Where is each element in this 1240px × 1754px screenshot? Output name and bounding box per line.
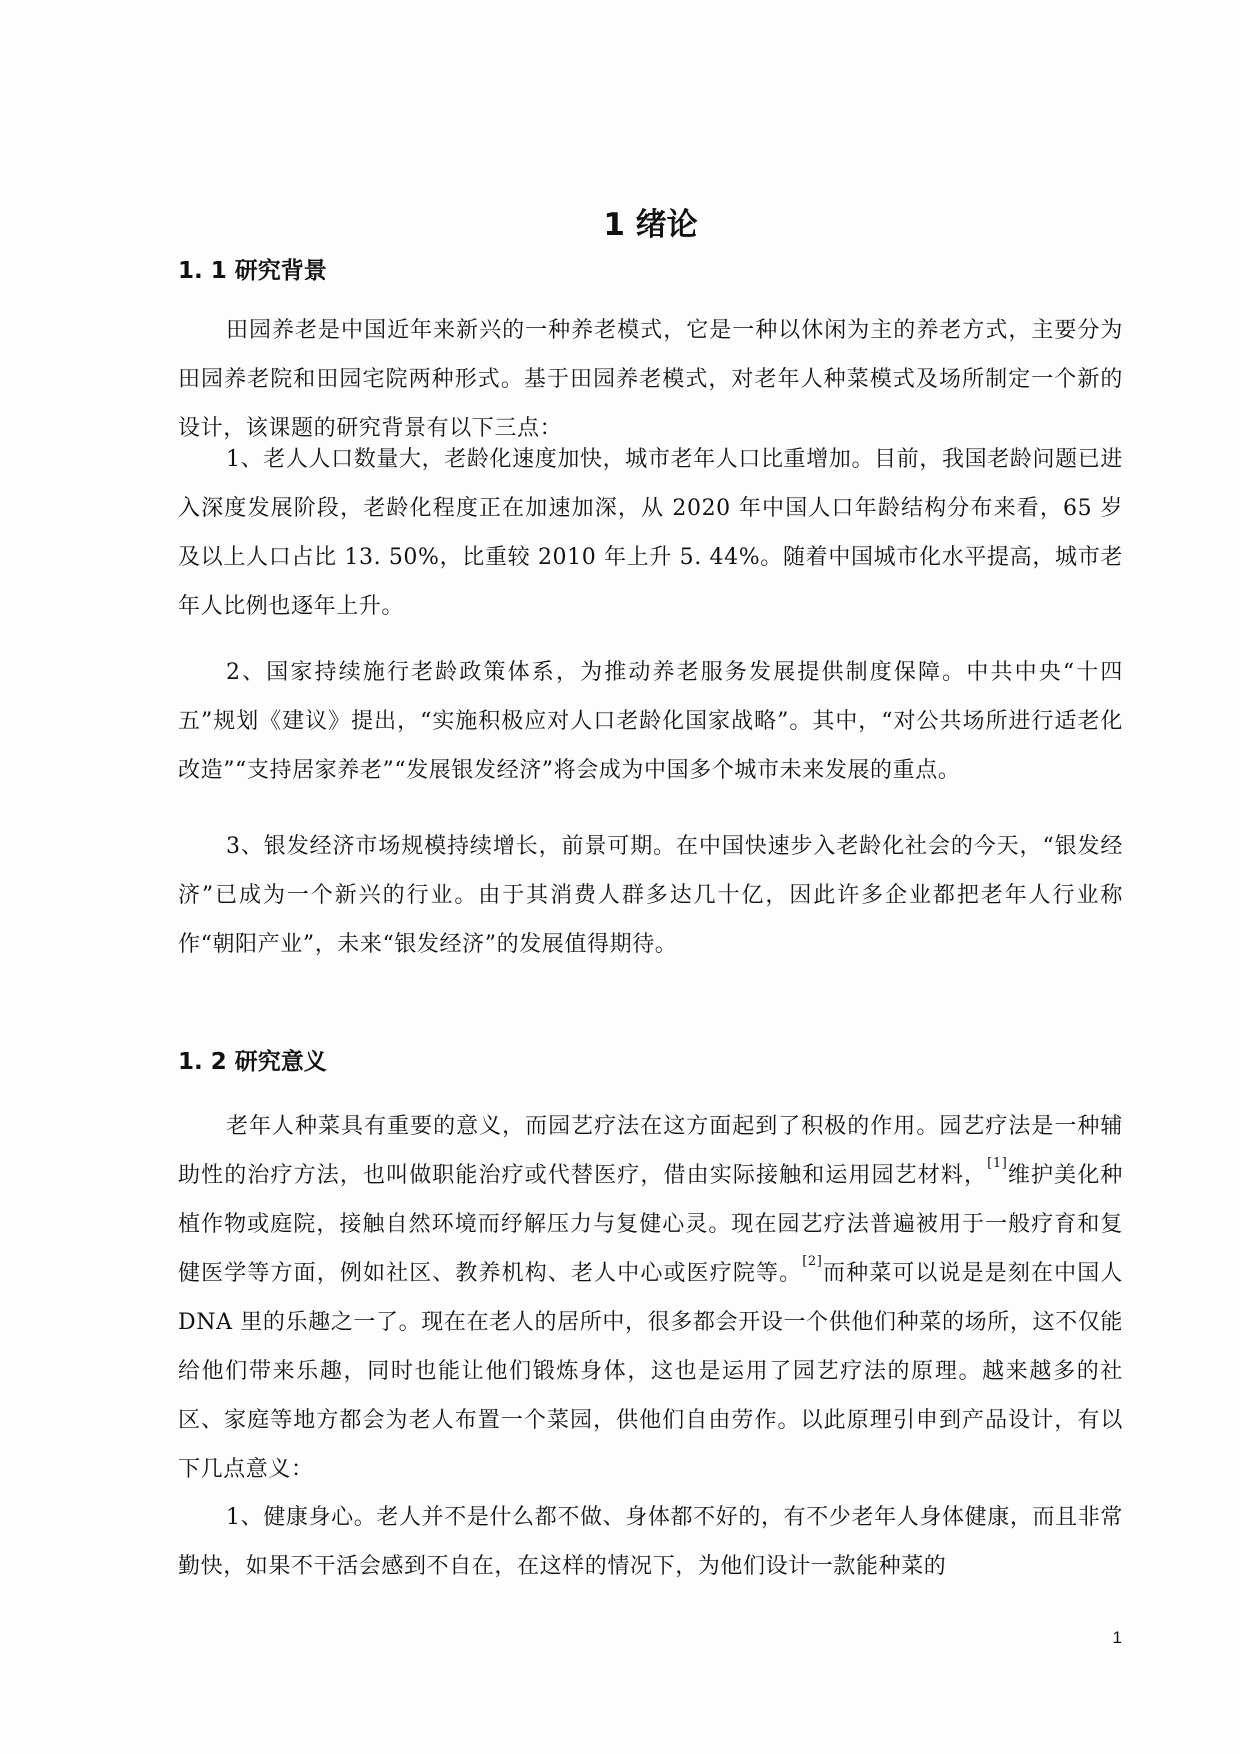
paragraph: 1、健康身心。老人并不是什么都不做、身体都不好的，有不少老年人身体健康，而且非常勤快，如果不干活会感到不自在，在这样的情况下，为他们设计一款能种菜的 — [178, 1505, 1123, 1579]
paragraph-text: 维护美化种植作物或庭院，接触自然环境而纾解压力与复健心灵。现在园艺疗法普遍被用于一般疗育和复健医学等方面，例如社区、教养机构、老人中心或医疗院等。 — [178, 1163, 1123, 1286]
citation-2[interactable]: [2] — [802, 1254, 823, 1269]
citation-1[interactable]: [1] — [987, 1156, 1008, 1171]
section-heading-background: 1. 1 研究背景 — [178, 258, 327, 284]
paragraph: 2、国家持续施行老龄政策体系，为推动养老服务发展提供制度保障。中共中央“十四五”规划《建议》提出，“实施积极应对人口老龄化国家战略”。其中，“对公共场所进行适老化改造”“支持居家养老”“发展银发经济”将会成为中国多个城市未来发展的重点。 — [178, 660, 1123, 783]
paragraph-text: 老年人种菜具有重要的意义，而园艺疗法在这方面起到了积极的作用。园艺疗法是一种辅助性的治疗方法，也叫做职能治疗或代替医疗，借由实际接触和运用园艺材料， — [178, 1114, 1123, 1188]
paragraph — [178, 1102, 1123, 1494]
paragraph-text: 而种菜可以说是是刻在中国人 DNA 里的乐趣之一了。现在在老人的居所中，很多都会开设一个供他们种菜的场所，这不仅能给他们带来乐趣，同时也能让他们锻炼身体，这也是运用了园艺疗法的原理。越来越多的社区、家庭等地方都会为老人布置一个菜园，供他们自由劳作。以此原理引申到产品设计，有以下几点意义： — [178, 1261, 1123, 1482]
paragraph: 3、银发经济市场规模持续增长，前景可期。在中国快速步入老龄化社会的今天，“银发经济”已成为一个新兴的行业。由于其消费人群多达几十亿，因此许多企业都把老年人行业称作“朝阳产业”，未来“银发经济”的发展值得期待。 — [178, 834, 1123, 957]
section-heading-significance: 1. 2 研究意义 — [178, 1049, 327, 1075]
chapter-title: 1 绪论 — [603, 207, 698, 243]
paragraph: 田园养老是中国近年来新兴的一种养老模式，它是一种以休闲为主的养老方式，主要分为田园养老院和田园宅院两种形式。基于田园养老模式，对老年人种菜模式及场所制定一个新的设计，该课题的研究背景有以下三点： — [178, 318, 1123, 441]
paragraph: 1、老人人口数量大，老龄化速度加快，城市老年人口比重增加。目前，我国老龄问题已进入深度发展阶段，老龄化程度正在加速加深，从 2020 年中国人口年龄结构分布来看，65 岁及以上人口占比 13. 50%，比重较 2010 年上升 5. 44%。随着中国城市化水平提高，城市老年人比例也逐年上升。 — [178, 447, 1123, 619]
page-number: 1 — [1112, 1628, 1122, 1647]
